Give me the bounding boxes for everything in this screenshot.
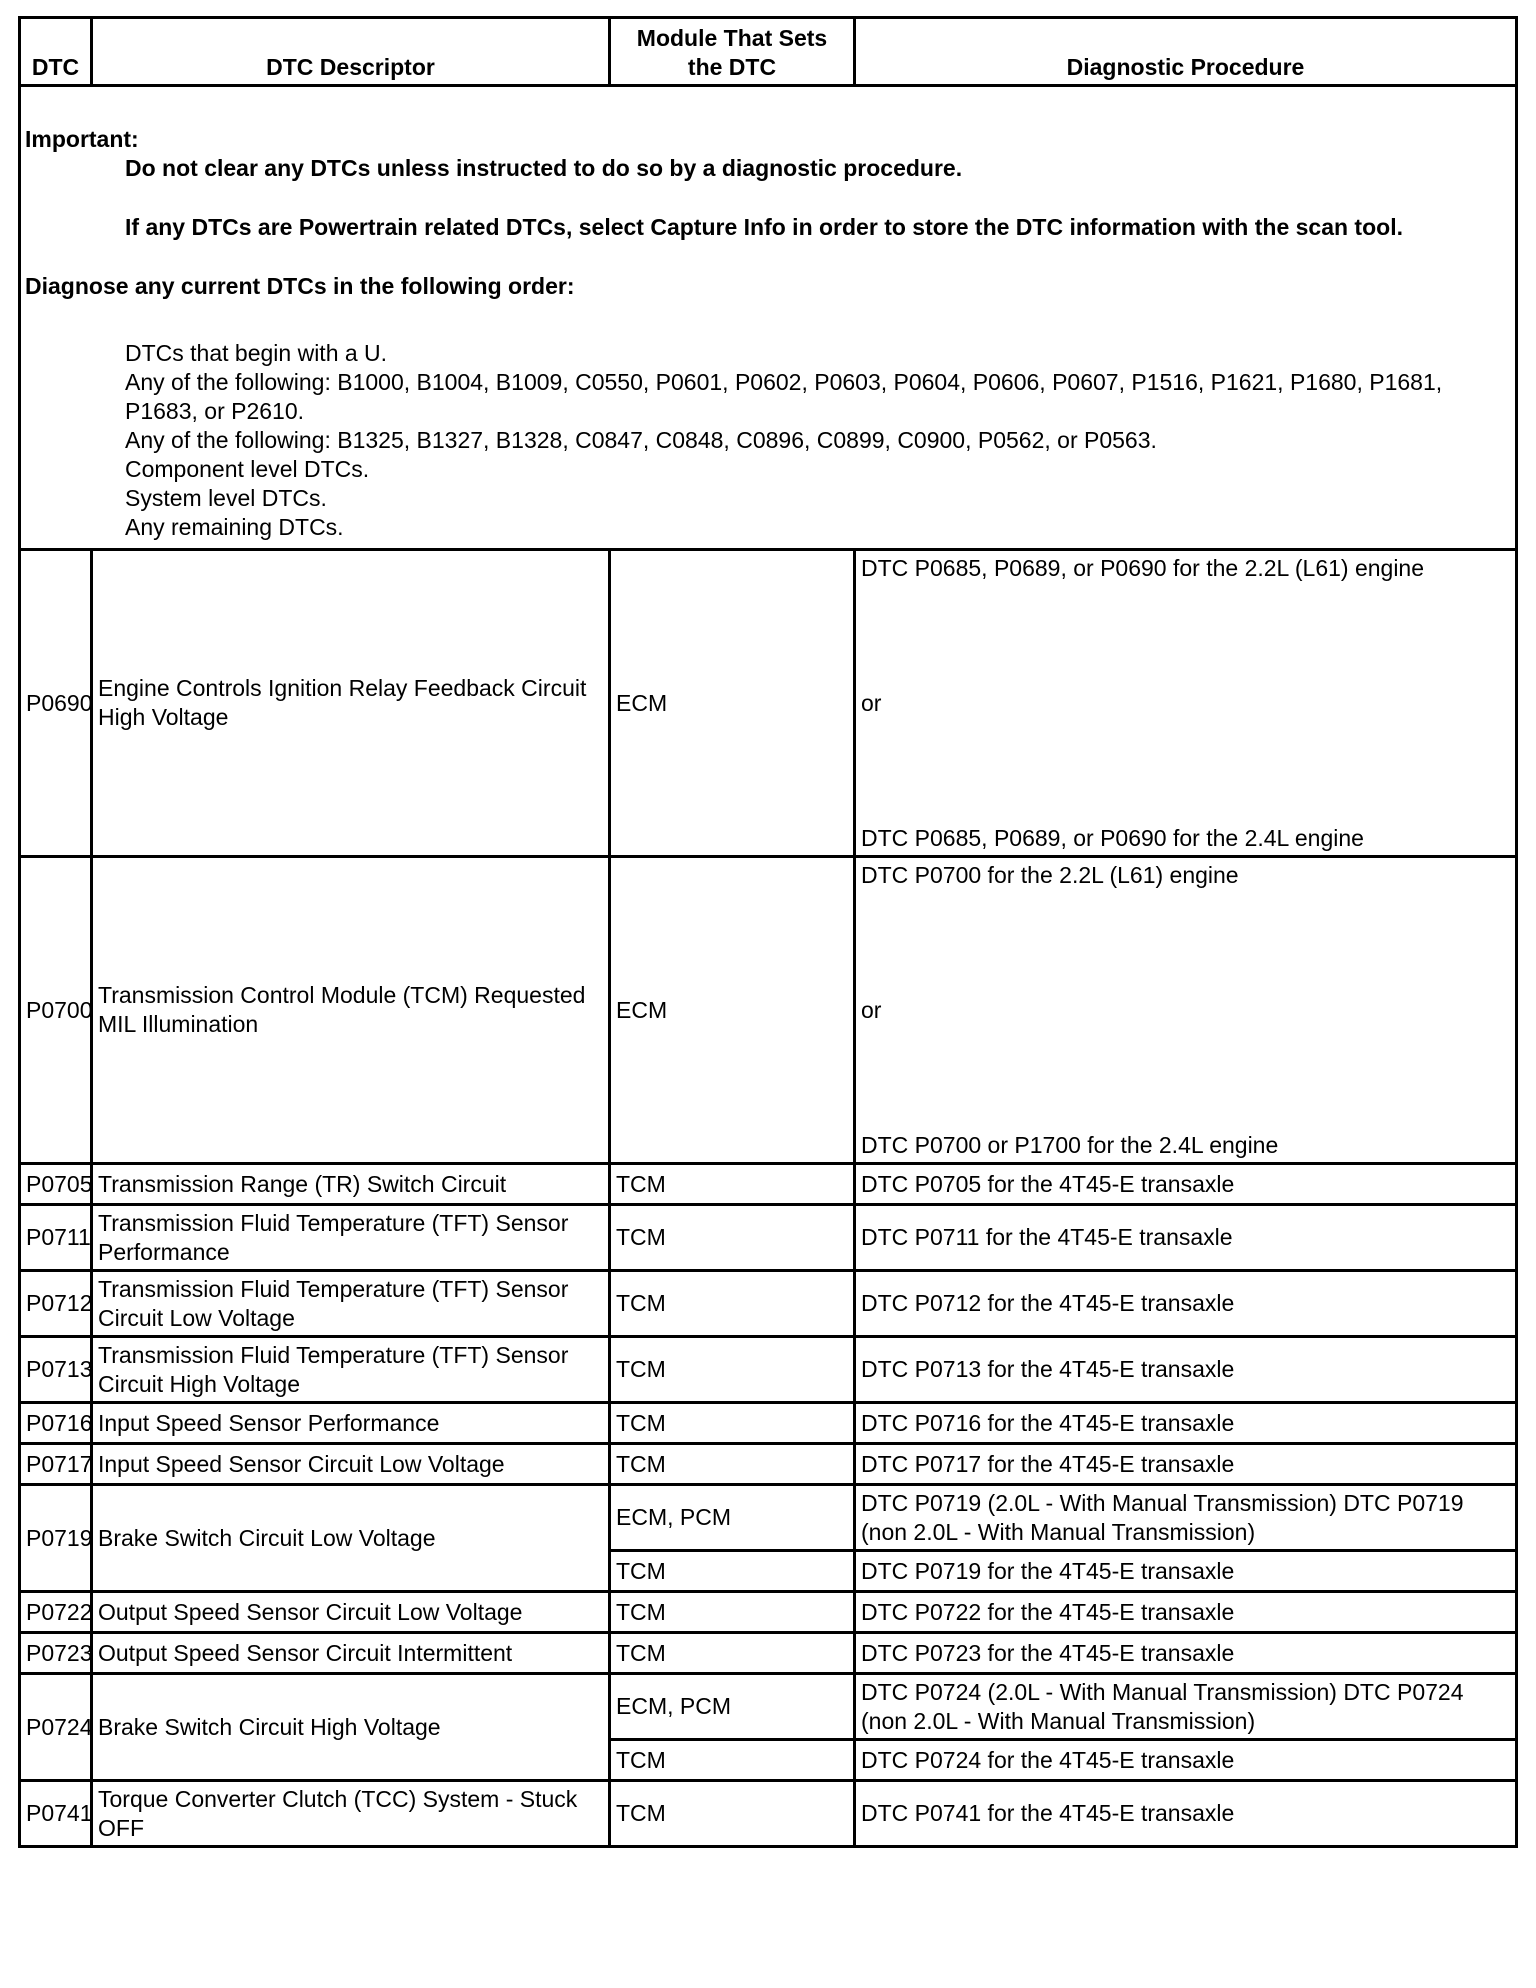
dtc-descriptor: Transmission Fluid Temperature (TFT) Sensor Circuit High Voltage [92,1337,610,1403]
important-note-2: If any DTCs are Powertrain related DTCs, select Capture Info in order to store the DTC information with the scan tool. [125,214,1403,240]
dtc-descriptor: Output Speed Sensor Circuit Intermittent [92,1633,610,1674]
dtc-descriptor: Transmission Fluid Temperature (TFT) Sensor Circuit Low Voltage [92,1271,610,1337]
dtc-module: TCM [610,1271,855,1337]
dtc-module: ECM, PCM [610,1674,855,1740]
table-row [20,1271,1517,1337]
order-item: Component level DTCs. [125,456,370,482]
dtc-descriptor: Transmission Fluid Temperature (TFT) Sensor Performance [92,1205,610,1271]
dtc-descriptor: Input Speed Sensor Circuit Low Voltage [92,1444,610,1485]
dtc-module: ECM, PCM [610,1485,855,1551]
dtc-descriptor: Brake Switch Circuit High Voltage [92,1674,610,1781]
order-item: Any remaining DTCs. [125,514,344,540]
dtc-code: P0700 [20,857,92,1164]
table-row [20,1674,1517,1740]
dtc-table [18,16,1518,1848]
dtc-code: P0716 [20,1403,92,1444]
dtc-descriptor: Transmission Range (TR) Switch Circuit [92,1164,610,1205]
table-row [20,1164,1517,1205]
order-item: DTCs that begin with a U. [125,340,388,366]
procedure-or: or [861,997,882,1023]
order-item: Any of the following: B1000, B1004, B1009, C0550, P0601, P0602, P0603, P0604, P0606, P0607, P1516, P1621, P1680, P1681, P1683, or P2610. [125,369,1443,424]
dtc-descriptor: Input Speed Sensor Performance [92,1403,610,1444]
dtc-descriptor: Brake Switch Circuit Low Voltage [92,1485,610,1592]
dtc-procedure: DTC P0717 for the 4T45-E transaxle [855,1444,1517,1485]
order-item: System level DTCs. [125,485,327,511]
dtc-module: ECM [610,857,855,1164]
table-row [20,1337,1517,1403]
header-procedure: Diagnostic Procedure [855,18,1517,86]
dtc-procedure: DTC P0705 for the 4T45-E transaxle [855,1164,1517,1205]
dtc-code: P0723 [20,1633,92,1674]
dtc-procedure [855,857,1517,1164]
dtc-code: P0719 [20,1485,92,1592]
dtc-procedure: DTC P0724 for the 4T45-E transaxle [855,1740,1517,1781]
dtc-procedure: DTC P0722 for the 4T45-E transaxle [855,1592,1517,1633]
header-row [20,18,1517,86]
dtc-module: TCM [610,1551,855,1592]
dtc-code: P0712 [20,1271,92,1337]
header-descriptor: DTC Descriptor [92,18,610,86]
dtc-procedure: DTC P0711 for the 4T45-E transaxle [855,1205,1517,1271]
dtc-code: P0713 [20,1337,92,1403]
procedure-option-2: DTC P0700 or P1700 for the 2.4L engine [861,1132,1279,1158]
table-row [20,1485,1517,1551]
table-row [20,857,1517,1164]
dtc-procedure: DTC P0719 for the 4T45-E transaxle [855,1551,1517,1592]
header-module [610,18,855,86]
table-row [20,1205,1517,1271]
dtc-code: P0717 [20,1444,92,1485]
table-row [20,1633,1517,1674]
table-row [20,1781,1517,1847]
dtc-code: P0724 [20,1674,92,1781]
header-dtc: DTC [20,18,92,86]
important-cell [20,86,1517,550]
dtc-module: ECM [610,550,855,857]
dtc-procedure: DTC P0724 (2.0L - With Manual Transmission) DTC P0724 (non 2.0L - With Manual Transmission) [855,1674,1517,1740]
dtc-procedure: DTC P0741 for the 4T45-E transaxle [855,1781,1517,1847]
dtc-module: TCM [610,1164,855,1205]
header-module-line2: the DTC [687,54,777,80]
procedure-option-1: DTC P0685, P0689, or P0690 for the 2.2L (L61) engine [861,555,1425,581]
dtc-descriptor: Transmission Control Module (TCM) Requested MIL Illumination [92,857,610,1164]
dtc-procedure: DTC P0712 for the 4T45-E transaxle [855,1271,1517,1337]
important-note-1: Do not clear any DTCs unless instructed to do so by a diagnostic procedure. [125,155,963,181]
procedure-option-2: DTC P0685, P0689, or P0690 for the 2.4L engine [861,825,1364,851]
important-heading: Important: [25,126,139,152]
dtc-procedure: DTC P0716 for the 4T45-E transaxle [855,1403,1517,1444]
dtc-descriptor: Torque Converter Clutch (TCC) System - Stuck OFF [92,1781,610,1847]
table-row [20,550,1517,857]
dtc-module: TCM [610,1740,855,1781]
important-row [20,86,1517,550]
dtc-module: TCM [610,1205,855,1271]
table-row [20,1403,1517,1444]
dtc-procedure: DTC P0713 for the 4T45-E transaxle [855,1337,1517,1403]
dtc-code: P0741 [20,1781,92,1847]
header-module-line1: Module That Sets [636,25,828,51]
dtc-code: P0690 [20,550,92,857]
dtc-module: TCM [610,1444,855,1485]
table-row [20,1444,1517,1485]
table-row [20,1592,1517,1633]
important-notes [21,87,1515,548]
dtc-procedure: DTC P0723 for the 4T45-E transaxle [855,1633,1517,1674]
order-heading: Diagnose any current DTCs in the following order: [25,273,575,299]
order-item: Any of the following: B1325, B1327, B1328, C0847, C0848, C0896, C0899, C0900, P0562, or P0563. [125,427,1157,453]
procedure-option-1: DTC P0700 for the 2.2L (L61) engine [861,862,1239,888]
dtc-procedure [855,550,1517,857]
dtc-module: TCM [610,1633,855,1674]
dtc-code: P0711 [20,1205,92,1271]
dtc-descriptor: Engine Controls Ignition Relay Feedback Circuit High Voltage [92,550,610,857]
dtc-code: P0722 [20,1592,92,1633]
dtc-module: TCM [610,1337,855,1403]
dtc-module: TCM [610,1781,855,1847]
dtc-descriptor: Output Speed Sensor Circuit Low Voltage [92,1592,610,1633]
procedure-or: or [861,690,882,716]
dtc-module: TCM [610,1403,855,1444]
dtc-code: P0705 [20,1164,92,1205]
dtc-procedure: DTC P0719 (2.0L - With Manual Transmission) DTC P0719 (non 2.0L - With Manual Transmission) [855,1485,1517,1551]
dtc-module: TCM [610,1592,855,1633]
